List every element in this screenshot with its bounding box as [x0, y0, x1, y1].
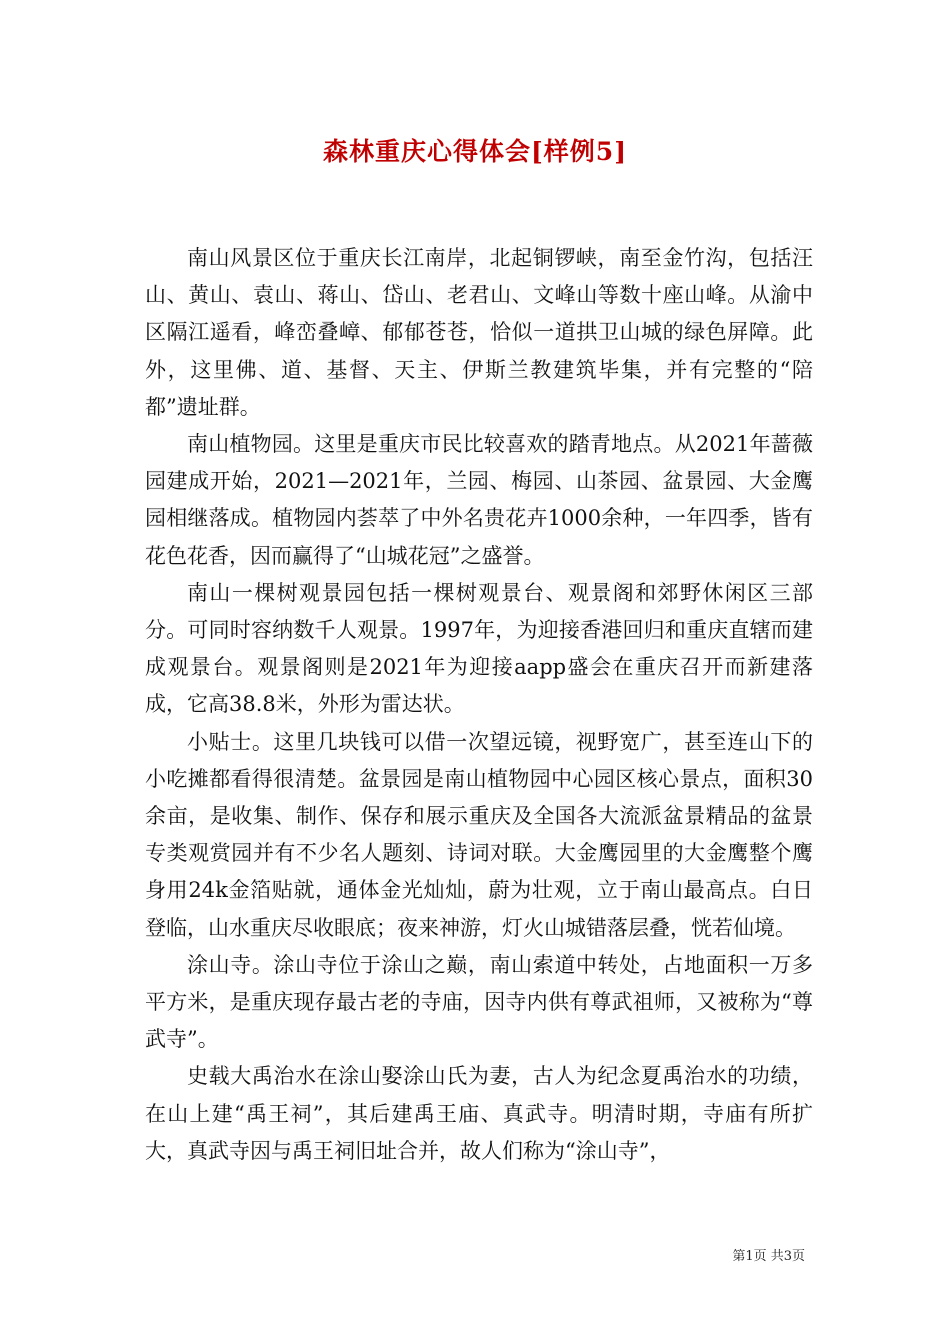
paragraph-1: 南山风景区位于重庆长江南岸，北起铜锣峡，南至金竹沟，包括汪山、黄山、袁山、蒋山、岱山、老君山、文峰山等数十座山峰。从渝中区隔江遥看，峰峦叠嶂、郁郁苍苍，恰似一道拱卫山城的绿色屏障。此外，这里佛、道、基督、天主、伊斯兰教建筑毕集，并有完整的“陪都”遗址群。 — [145, 246, 813, 419]
document-title: 森林重庆心得体会[样例5] — [322, 137, 628, 166]
paragraph-3: 南山一棵树观景园包括一棵树观景台、观景阁和郊野休闲区三部分。可同时容纳数千人观景。1997年，为迎接香港回归和重庆直辖而建成观景台。观景阁则是2021年为迎接aapp盛会在重庆召开而新建落成，它高38.8米，外形为雷达状。 — [145, 580, 813, 717]
paragraph-2: 南山植物园。这里是重庆市民比较喜欢的踏青地点。从2021年蔷薇园建成开始，2021—2021年，兰园、梅园、山茶园、盆景园、大金鹰园相继落成。植物园内荟萃了中外名贵花卉1000余种，一年四季，皆有花色花香，因而赢得了“山城花冠”之盛誉。 — [145, 432, 813, 568]
page-number: 第1页 共3页 — [732, 1249, 805, 1264]
paragraph-4: 小贴士。这里几块钱可以借一次望远镜，视野宽广，甚至连山下的小吃摊都看得很清楚。盆景园是南山植物园中心园区核心景点，面积30余亩，是收集、制作、保存和展示重庆及全国各大流派盆景精品的盆景专类观赏园并有不少名人题刻、诗词对联。大金鹰园里的大金鹰整个鹰身用24k金箔贴就，通体金光灿灿，蔚为壮观，立于南山最高点。白日登临，山水重庆尽收眼底；夜来神游，灯火山城错落层叠，恍若仙境。 — [145, 729, 813, 940]
paragraph-5: 涂山寺。涂山寺位于涂山之巅，南山索道中转处，占地面积一万多平方米，是重庆现存最古老的寺庙，因寺内供有尊武祖师，又被称为“尊武寺”。 — [145, 952, 813, 1052]
paragraph-6: 史载大禹治水在涂山娶涂山氏为妻，古人为纪念夏禹治水的功绩，在山上建“禹王祠”，其后建禹王庙、真武寺。明清时期，寺庙有所扩大，真武寺因与禹王祠旧址合并，故人们称为“涂山寺”， — [145, 1064, 813, 1163]
document-body — [145, 240, 813, 1170]
